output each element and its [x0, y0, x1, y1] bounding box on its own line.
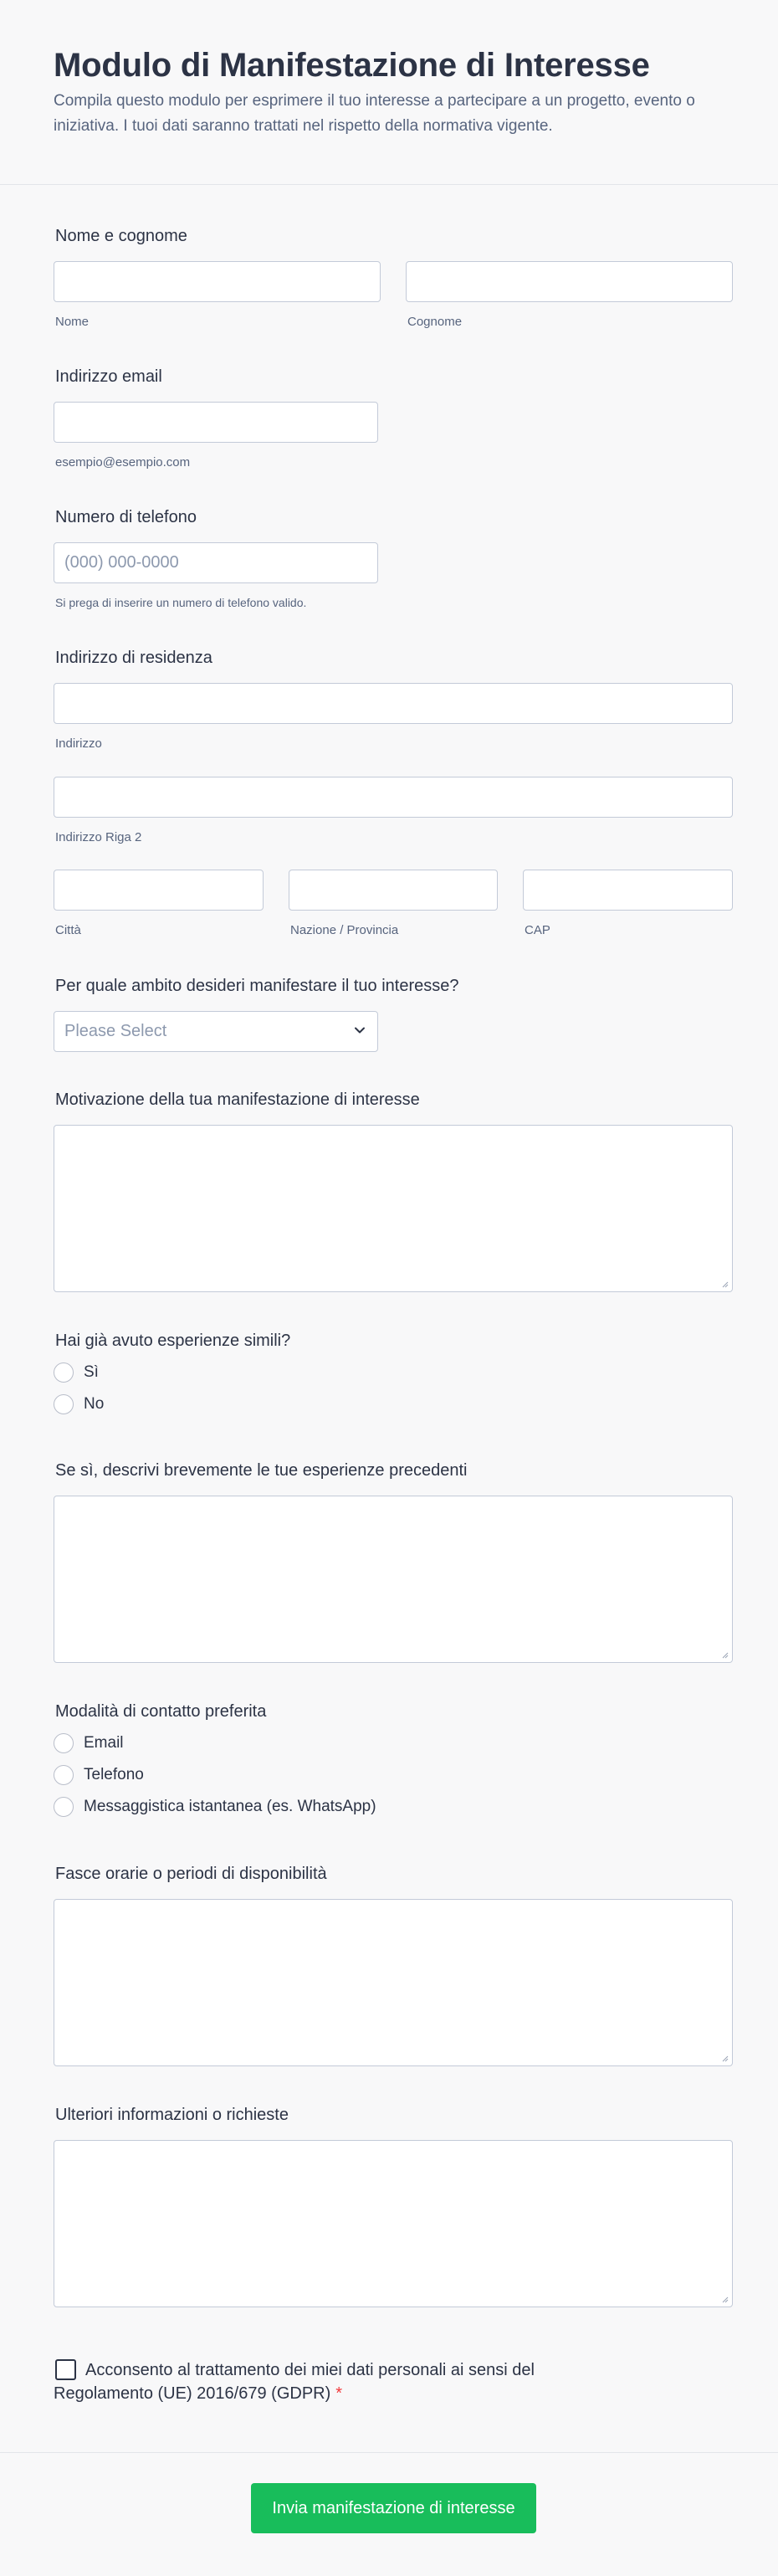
form-title: Modulo di Manifestazione di Interesse	[54, 47, 650, 84]
contact-label: Modalità di contatto preferita	[55, 1702, 267, 1721]
first-name-sublabel: Nome	[55, 315, 90, 329]
zip-sublabel: CAP	[525, 923, 550, 937]
radio-label: Messaggistica istantanea (es. WhatsApp)	[84, 1798, 376, 1815]
state-input[interactable]	[289, 870, 498, 911]
radio-button[interactable]	[54, 1362, 74, 1383]
email-field	[54, 367, 733, 475]
required-mark: *	[335, 2384, 343, 2403]
radio-button[interactable]	[54, 1733, 74, 1753]
notes-textarea[interactable]	[54, 2140, 733, 2307]
address-line1-sublabel: Indirizzo	[55, 736, 102, 751]
address-label: Indirizzo di residenza	[55, 649, 212, 667]
chevron-down-icon	[354, 1024, 366, 1036]
radio-label: No	[84, 1395, 105, 1413]
email-input[interactable]	[54, 402, 378, 443]
motivation-label: Motivazione della tua manifestazione di interesse	[55, 1090, 420, 1109]
radio-label: Sì	[84, 1363, 99, 1381]
consent-text	[54, 2358, 597, 2405]
contact-option-email[interactable]	[54, 1733, 124, 1753]
resize-grip-icon[interactable]	[720, 2054, 729, 2062]
experience-field	[54, 1331, 733, 1423]
radio-label: Email	[84, 1734, 124, 1752]
resize-grip-icon[interactable]	[720, 2295, 729, 2303]
last-name-sublabel: Cognome	[407, 315, 463, 329]
city-input[interactable]	[54, 870, 264, 911]
address-line2-input[interactable]	[54, 777, 733, 818]
experience-desc-field	[54, 1460, 733, 1670]
last-name-input[interactable]	[406, 261, 733, 302]
notes-label: Ulteriori informazioni o richieste	[55, 2106, 289, 2124]
submit-button[interactable]: Invia manifestazione di interesse	[251, 2483, 536, 2533]
consent-field	[54, 2358, 733, 2417]
address-line1-input[interactable]	[54, 683, 733, 724]
availability-field	[54, 1864, 733, 2073]
zip-input[interactable]	[523, 870, 733, 911]
first-name-input[interactable]	[54, 261, 381, 302]
footer-divider	[0, 2452, 778, 2453]
address-field	[54, 648, 733, 949]
experience-label: Hai già avuto esperienze simili?	[55, 1332, 291, 1350]
state-sublabel: Nazione / Provincia	[290, 923, 399, 937]
radio-button[interactable]	[54, 1797, 74, 1817]
city-sublabel: Città	[55, 923, 81, 937]
area-select[interactable]	[54, 1011, 378, 1052]
availability-label: Fasce orarie o periodi di disponibilità	[55, 1865, 327, 1883]
contact-field	[54, 1701, 733, 1827]
area-field	[54, 976, 733, 1060]
consent-label: Acconsento al trattamento dei miei dati personali ai sensi del Regolamento (UE) 2016/679 (GDPR)	[54, 2361, 535, 2403]
phone-label: Numero di telefono	[55, 508, 197, 526]
experience-desc-label: Se sì, descrivi brevemente le tue esperienze precedenti	[55, 1461, 468, 1480]
experience-desc-textarea[interactable]	[54, 1496, 733, 1663]
form-header	[0, 0, 778, 185]
name-label: Nome e cognome	[55, 227, 187, 245]
name-field	[54, 226, 733, 335]
phone-placeholder: (000) 000-0000	[64, 553, 179, 572]
phone-input[interactable]	[54, 542, 378, 583]
contact-option-messaging[interactable]	[54, 1797, 376, 1817]
contact-option-phone[interactable]	[54, 1765, 144, 1785]
notes-field	[54, 2105, 733, 2314]
radio-button[interactable]	[54, 1765, 74, 1785]
area-label: Per quale ambito desideri manifestare il tuo interesse?	[55, 977, 459, 995]
motivation-textarea[interactable]	[54, 1125, 733, 1292]
radio-button[interactable]	[54, 1394, 74, 1414]
motivation-field	[54, 1090, 733, 1299]
email-sublabel: esempio@esempio.com	[55, 455, 191, 470]
form-subtitle: Compila questo modulo per esprimere il tuo interesse a partecipare a un progetto, evento o iniziativa. I tuoi dati saranno trattati nel rispetto della normativa vigente.	[54, 92, 695, 135]
phone-sublabel: Si prega di inserire un numero di telefono valido.	[55, 596, 307, 609]
address-line2-sublabel: Indirizzo Riga 2	[55, 830, 142, 844]
area-selected-value: Please Select	[64, 1022, 167, 1040]
email-label: Indirizzo email	[55, 367, 162, 386]
experience-option-yes[interactable]	[54, 1362, 99, 1383]
radio-label: Telefono	[84, 1766, 144, 1783]
resize-grip-icon[interactable]	[720, 1280, 729, 1288]
phone-field	[54, 507, 733, 616]
experience-option-no[interactable]	[54, 1394, 104, 1414]
resize-grip-icon[interactable]	[720, 1650, 729, 1659]
availability-textarea[interactable]	[54, 1899, 733, 2066]
